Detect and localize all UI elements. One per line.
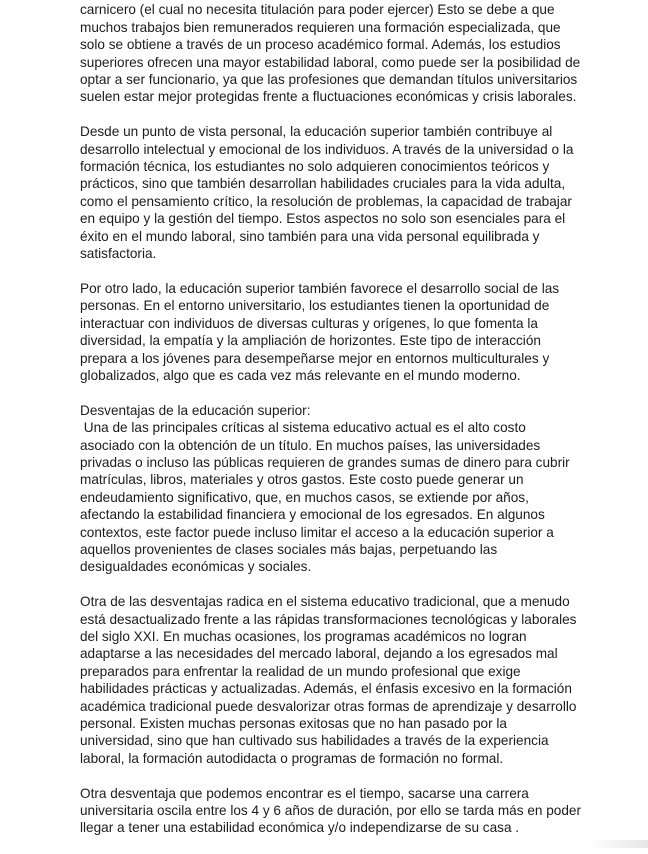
text-line: matrículas, libros, materiales y otros gastos. Este costo puede generar un [80, 472, 524, 488]
body-paragraph [80, 785, 581, 837]
text-line: prácticos, sino que también desarrollan habilidades cruciales para la vida adulta, [80, 176, 566, 192]
text-line: en equipo y la gestión del tiempo. Estos aspectos no solo son esenciales para el [80, 211, 566, 227]
text-line: está desactualizado frente a las rápidas transformaciones tecnológicas y laborales [80, 611, 577, 627]
text-line: optar a ser funcionario, ya que las profesiones que demandan títulos universitarios [80, 72, 578, 88]
section-paragraph-disadvantages [80, 402, 575, 576]
text-line: afectando la estabilidad financiera y emocional de los egresados. En algunos [80, 507, 545, 523]
text-line: satisfactoria. [80, 246, 157, 262]
section-heading: Desventajas de la educación superior: [80, 402, 311, 418]
text-line: laboral, la formación autodidacta o programas de formación no formal. [80, 750, 504, 766]
text-line: contextos, este factor puede incluso limitar el acceso a la educación superior a [80, 524, 554, 540]
text-line: desarrollo intelectual y emocional de los individuos. A través de la universidad o la [80, 141, 574, 157]
text-line: Una de las principales críticas al sistema educativo actual es el alto costo [80, 420, 526, 436]
text-line: globalizados, algo que es cada vez más relevante en el mundo moderno. [80, 367, 521, 383]
text-line: adaptarse a las necesidades del mercado laboral, dejando a los egresados mal [80, 646, 558, 662]
body-paragraph [80, 280, 575, 384]
text-line: aquellos provenientes de clases sociales más bajas, perpetuando las [80, 541, 498, 557]
text-line: prepara a los jóvenes para desempeñarse mejor en entornos multiculturales y [80, 350, 550, 366]
text-line: personal. Existen muchas personas exitosas que no han pasado por la [80, 716, 507, 731]
page-corner-shadow [588, 840, 648, 848]
document-body [80, 0, 581, 854]
text-line: como el pensamiento crítico, la resolución de problemas, la capacidad de trabajar [80, 193, 572, 209]
text-line: habilidades prácticas y actualizadas. Además, el énfasis excesivo en la formación [80, 681, 572, 697]
text-line: éxito en el mundo laboral, sino también para una vida personal equilibrada y [80, 228, 540, 244]
body-paragraph [80, 0, 581, 106]
text-line: personas. En el entorno universitario, los estudiantes tienen la oportunidad de [80, 298, 550, 314]
text-line: del siglo XXI. En muchas ocasiones, los programas académicos no logran [80, 628, 527, 644]
text-line: asociado con la obtención de un título. En muchos países, las universidades [80, 437, 541, 453]
text-line: universitaria oscila entre los 4 y 6 años de duración, por ello se tarda más en poder [80, 803, 581, 819]
text-line: superiores ofrecen una mayor estabilidad laboral, como puede ser la posibilidad de [80, 54, 581, 70]
body-paragraph [80, 123, 575, 262]
text-line: preparados para enfrentar la realidad de un mundo profesional que exige [80, 663, 521, 679]
text-line: Desde un punto de vista personal, la educación superior también contribuye al [80, 124, 553, 140]
text-line: carnicero (el cual no necesita titulación para poder ejercer) Esto se debe a que [80, 2, 555, 18]
text-line: solo se obtiene a través de un proceso académico formal. Además, los estudios [80, 37, 561, 53]
text-line: académica tradicional puede desvalorizar otras formas de aprendizaje y desarrollo [80, 698, 577, 714]
text-line: desigualdades económicas y sociales. [80, 559, 312, 575]
text-line: universidad, sino que han cultivado sus habilidades a través de la experiencia [80, 733, 549, 749]
text-line: Otra de las desventajas radica en el sistema educativo tradicional, que a menudo [80, 594, 570, 610]
text-line: formación técnica, los estudiantes no solo adquieren conocimientos teóricos y [80, 159, 550, 175]
text-line: Por otro lado, la educación superior también favorece el desarrollo social de las [80, 280, 560, 296]
text-line: interactuar con individuos de diversas culturas y orígenes, lo que fomenta la [80, 315, 538, 331]
text-line: privadas o incluso las públicas requieren de grandes sumas de dinero para cubrir [80, 454, 570, 470]
body-paragraph [80, 593, 575, 767]
text-line: muchos trabajos bien remunerados requieren una formación especializada, que [80, 19, 561, 35]
text-line: suelen estar mejor protegidas frente a fluctuaciones económicas y crisis laborales. [80, 89, 577, 105]
text-line: endeudamiento significativo, que, en muchos casos, se extiende por años, [80, 489, 529, 505]
text-line: llegar a tener una estabilidad económica y/o independizarse de su casa . [80, 820, 520, 836]
text-line: diversidad, la empatía y la ampliación de horizontes. Este tipo de interacción [80, 333, 541, 349]
text-line: Otra desventaja que podemos encontrar es el tiempo, sacarse una carrera [80, 785, 529, 801]
